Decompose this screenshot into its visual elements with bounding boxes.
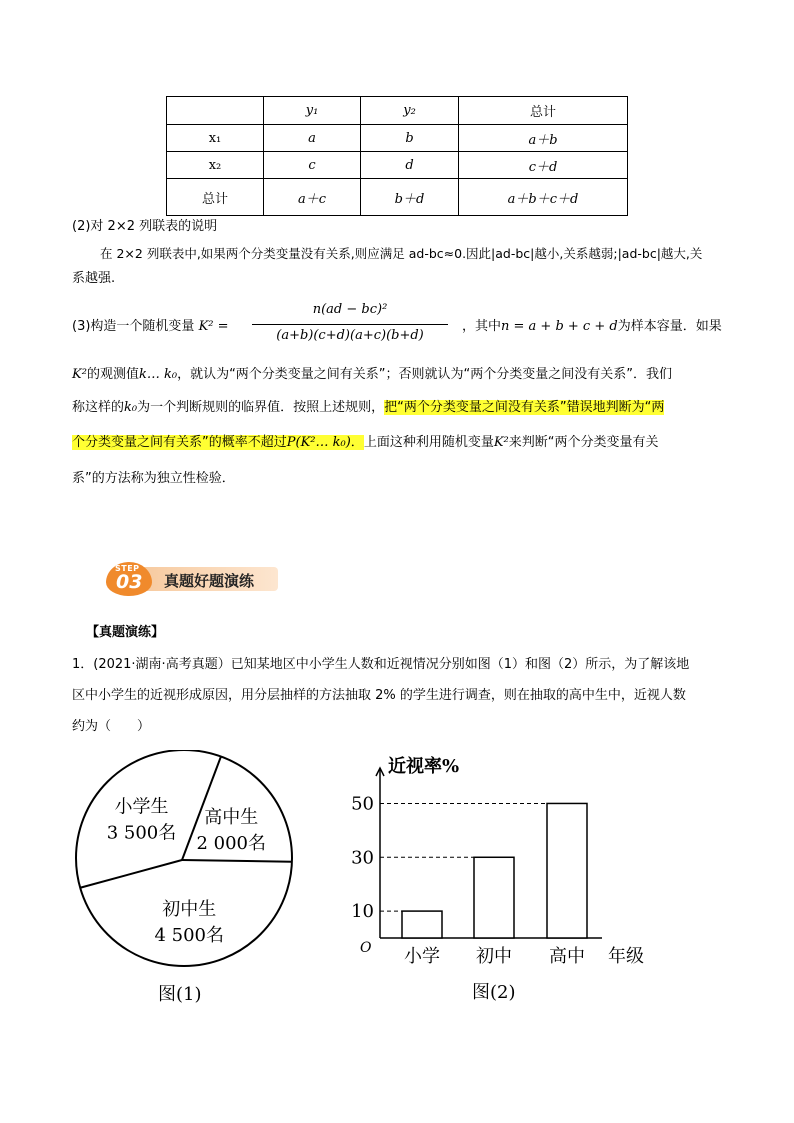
para3-prefix: (3)构造一个随机变量	[72, 319, 199, 334]
bar	[547, 803, 587, 938]
contingency-table	[166, 96, 628, 216]
k0-symbol: k₀	[124, 400, 138, 415]
table-cell: y₁	[264, 97, 361, 125]
para3-mid: ，其中	[462, 319, 502, 334]
y-tick-label: 50	[351, 793, 374, 815]
highlighted-text: 个分类变量之间有关系”的概率不超过	[72, 435, 287, 450]
k2-lhs: K² =	[198, 319, 229, 334]
pie-slice-value: 4 500名	[154, 924, 225, 946]
para3-line1	[72, 318, 229, 336]
table-cell: a＋c	[264, 179, 361, 216]
table-cell: d	[361, 152, 459, 179]
highlighted-text: ．	[350, 435, 364, 450]
table-cell: x₁	[167, 125, 264, 152]
table-row	[167, 125, 628, 152]
step-number: 03	[116, 571, 143, 593]
question-line3: 约为（ ）	[72, 719, 151, 734]
question-line1: 1．(2021·湖南·高考真题）已知某地区中小学生人数和近视情况分别如图（1）和图（2）所示，为了解该地	[72, 657, 690, 672]
pie-slice-value: 2 000名	[196, 832, 267, 854]
fraction-bar	[252, 324, 448, 325]
pie-chart-caption: 图(1)	[158, 984, 202, 1005]
fraction-numerator: n(ad − bc)²	[312, 302, 388, 317]
para3-line1-tail	[462, 318, 722, 336]
para2-title: (2)对 2×2 列联表的说明	[72, 219, 218, 234]
table-cell: 总计	[459, 97, 628, 125]
step-label: STEP	[115, 564, 140, 573]
y-tick-label: 10	[351, 901, 374, 923]
fraction-denominator: (a+b)(c+d)(a+c)(b+d)	[276, 328, 424, 343]
text: ，就认为“两个分类变量之间有关系”；否则就认为“两个分类变量之间没有关系”．我们	[177, 367, 673, 382]
para3-line5: 系”的方法称为独立性检验．	[72, 471, 235, 486]
pie-slice-label: 高中生	[204, 806, 259, 828]
table-cell: 总计	[167, 179, 264, 216]
highlighted-text: 把“两个分类变量之间没有关系”错误地判断为“两	[384, 400, 665, 415]
pie-slice-label: 初中生	[162, 898, 217, 920]
table-cell: a＋b	[459, 125, 628, 152]
x-tick-label: 小学	[404, 946, 440, 967]
probability-expression: P(K²… k₀)	[286, 435, 351, 450]
table-cell: a	[264, 125, 361, 152]
table-row	[167, 179, 628, 216]
para2-line1: 在 2×2 列联表中,如果两个分类变量没有关系,则应满足 ad-bc≈0.因此|ad-bc|越小,关系越弱;|ad-bc|越大,关	[100, 246, 703, 261]
pie-chart	[60, 750, 320, 980]
table-row	[167, 152, 628, 179]
step-title: 真题好题演练	[164, 572, 255, 590]
k2-fraction	[252, 302, 448, 352]
table-cell	[167, 97, 264, 125]
bar	[402, 911, 442, 938]
bar-chart	[340, 750, 670, 975]
bar	[474, 857, 514, 938]
step-badge	[106, 562, 278, 596]
table-cell: b	[361, 125, 459, 152]
para3-line3	[72, 399, 664, 417]
origin-label: O	[360, 940, 372, 956]
text: 上面这种利用随机变量	[363, 435, 494, 450]
table-cell: c＋d	[459, 152, 628, 179]
y-tick-label: 30	[351, 847, 374, 869]
table-cell: y₂	[361, 97, 459, 125]
x-tick-label: 初中	[476, 946, 512, 967]
section-label: 【真题演练】	[86, 625, 165, 640]
table-cell: b＋d	[361, 179, 459, 216]
x-tick-label: 高中	[549, 946, 585, 967]
table-row	[167, 97, 628, 125]
pie-slice-label: 小学生	[114, 796, 169, 818]
table-cell: c	[264, 152, 361, 179]
pie-slice-value: 3 500名	[106, 822, 177, 844]
text: 称这样的	[72, 400, 125, 415]
bar-chart-caption: 图(2)	[472, 982, 516, 1003]
text: 来判断“两个分类变量有关	[508, 435, 659, 450]
table-cell: x₂	[167, 152, 264, 179]
para3-suffix: 为样本容量．如果	[617, 319, 722, 334]
n-definition: n = a + b + c + d	[501, 319, 618, 334]
y-axis-label: 近视率%	[388, 756, 460, 777]
question-line2: 区中小学生的近视形成原因，用分层抽样的方法抽取 2% 的学生进行调查，则在抽取的高中生中，近视人数	[72, 688, 686, 703]
para3-line2	[72, 366, 672, 384]
text: 的观测值	[86, 367, 139, 382]
k-inequality: k… k₀	[138, 367, 178, 382]
text: 为一个判断规则的临界值．按照上述规则，	[137, 400, 385, 415]
para3-line4	[72, 434, 659, 452]
k2-symbol: K²	[493, 435, 509, 450]
table-cell: a＋b＋c＋d	[459, 179, 628, 216]
k2-symbol: K²	[72, 367, 87, 382]
x-axis-label: 年级	[608, 946, 644, 967]
para2-line2: 系越强.	[72, 271, 116, 286]
